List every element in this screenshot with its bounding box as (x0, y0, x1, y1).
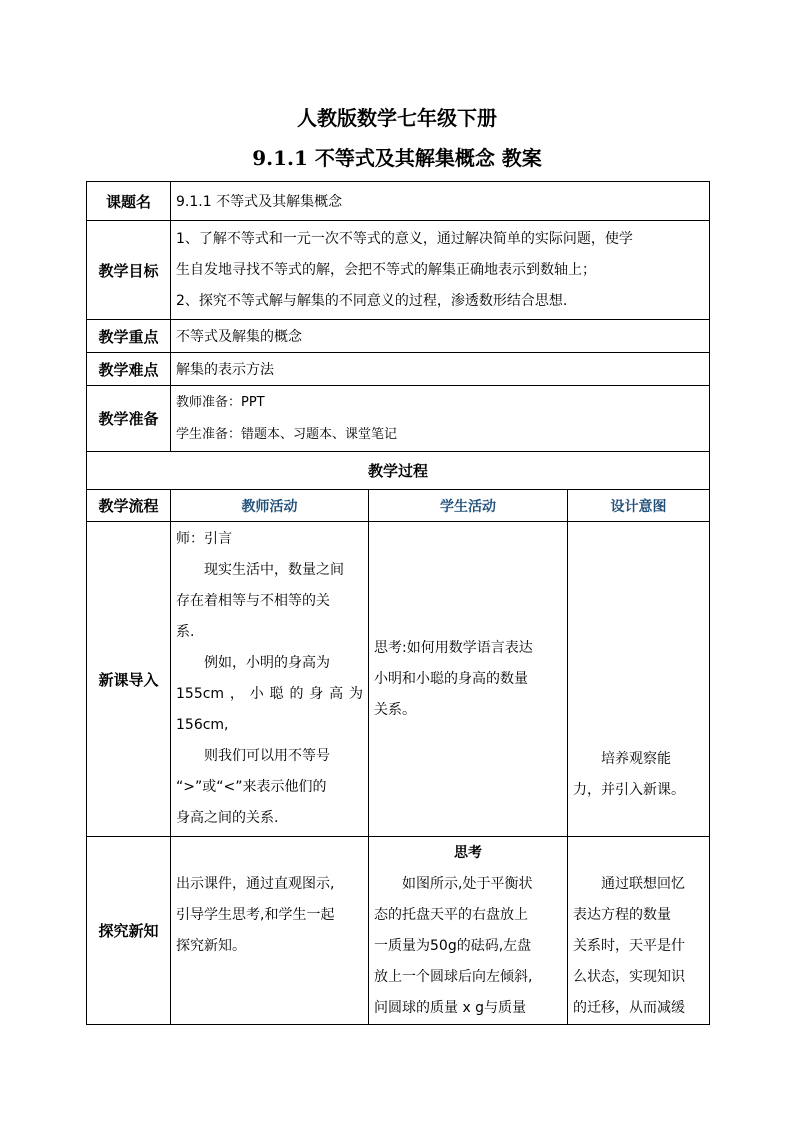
text-line: 放上一个圆球后向左倾斜, (374, 968, 533, 985)
stage-intro: 新课导入 (87, 522, 171, 837)
intro-design-intent (568, 522, 710, 837)
teacher-activity-header: 教师活动 (171, 490, 369, 522)
text-line: 小明和小聪的身高的数量 (374, 670, 528, 687)
text-line: 系. (176, 624, 195, 640)
text-line: 通过联想回忆 (601, 876, 685, 892)
topic-label: 课题名 (87, 182, 171, 221)
key-point-value: 不等式及解集的概念 (171, 320, 710, 353)
lesson-plan-table (86, 181, 710, 1025)
explore-student-activity (369, 837, 568, 1025)
goal-line: 1、了解不等式和一元一次不等式的意义，通过解决简单的实际问题，使学 (176, 230, 633, 247)
stage-explore: 探究新知 (87, 837, 171, 1025)
process-title-row (87, 452, 710, 490)
text-line: 存在着相等与不相等的关 (176, 593, 330, 609)
goals-label: 教学目标 (87, 221, 171, 320)
text-line: 探究新知。 (176, 938, 246, 954)
key-point-label: 教学重点 (87, 320, 171, 353)
preparation-label: 教学准备 (87, 386, 171, 452)
text-line: 力，并引入新课。 (573, 782, 685, 798)
text-line: 问圆球的质量 x g与质量 (374, 999, 527, 1016)
student-preparation: 学生准备：错题本、习题本、课堂笔记 (176, 426, 398, 442)
text-line: 思考:如何用数学语言表达 (374, 639, 533, 656)
intro-row (87, 522, 710, 837)
text-line: 一质量为50g的砝码,左盘 (374, 937, 532, 954)
difficulty-row (87, 353, 710, 386)
text-line: 现实生活中，数量之间 (204, 562, 344, 578)
process-header-row (87, 490, 710, 522)
text-line: 156cm, (176, 717, 229, 733)
goals-content (171, 221, 710, 320)
goal-line: 生自发地寻找不等式的解，会把不等式的解集正确地表示到数轴上； (176, 261, 596, 278)
topic-row (87, 182, 710, 221)
flow-header: 教学流程 (87, 490, 171, 522)
design-intent-header: 设计意图 (568, 490, 710, 522)
text-line: 关系。 (374, 701, 416, 718)
process-title: 教学过程 (87, 452, 710, 490)
preparation-row (87, 386, 710, 452)
text-line: 155cm，小聪的身高为 (176, 686, 363, 702)
text-line: 的迁移，从而减缓 (573, 1000, 685, 1016)
explore-design-intent (568, 837, 710, 1025)
key-point-row (87, 320, 710, 353)
text-line: 身高之间的关系. (176, 810, 279, 826)
topic-value: 9.1.1 不等式及其解集概念 (171, 182, 710, 221)
text-line: 态的托盘天平的右盘放上 (374, 906, 528, 923)
student-activity-header: 学生活动 (369, 490, 568, 522)
text-line: 如图所示,处于平衡状 (402, 875, 533, 892)
text-line: 培养观察能 (601, 751, 671, 767)
explore-row (87, 837, 710, 1025)
lesson-title: 9.1.1 不等式及其解集概念 教案 (252, 146, 542, 170)
text-line: 则我们可以用不等号 (204, 748, 330, 764)
text-line: 例如，小明的身高为 (204, 655, 330, 671)
preparation-content (171, 386, 710, 452)
difficulty-value: 解集的表示方法 (171, 353, 710, 386)
goal-line: 2、探究不等式解与解集的不同意义的过程，渗透数形结合思想. (176, 292, 568, 309)
teacher-preparation: 教师准备：PPT (176, 394, 265, 410)
intro-student-activity (369, 522, 568, 837)
text-line: 引导学生思考,和学生一起 (176, 907, 335, 923)
text-line: 表达方程的数量 (573, 907, 671, 923)
explore-teacher-activity (171, 837, 369, 1025)
think-heading: 思考 (454, 844, 482, 861)
text-line: 么状态，实现知识 (573, 969, 685, 985)
difficulty-label: 教学难点 (87, 353, 171, 386)
text-line: 出示课件，通过直观图示, (176, 876, 335, 892)
text-line: 关系时，天平是什 (573, 938, 685, 954)
text-line: “>”或“<”来表示他们的 (176, 779, 327, 795)
intro-teacher-activity (171, 522, 369, 837)
goals-row (87, 221, 710, 320)
document-title: 人教版数学七年级下册 (297, 106, 497, 130)
text-line: 师：引言 (176, 531, 232, 547)
